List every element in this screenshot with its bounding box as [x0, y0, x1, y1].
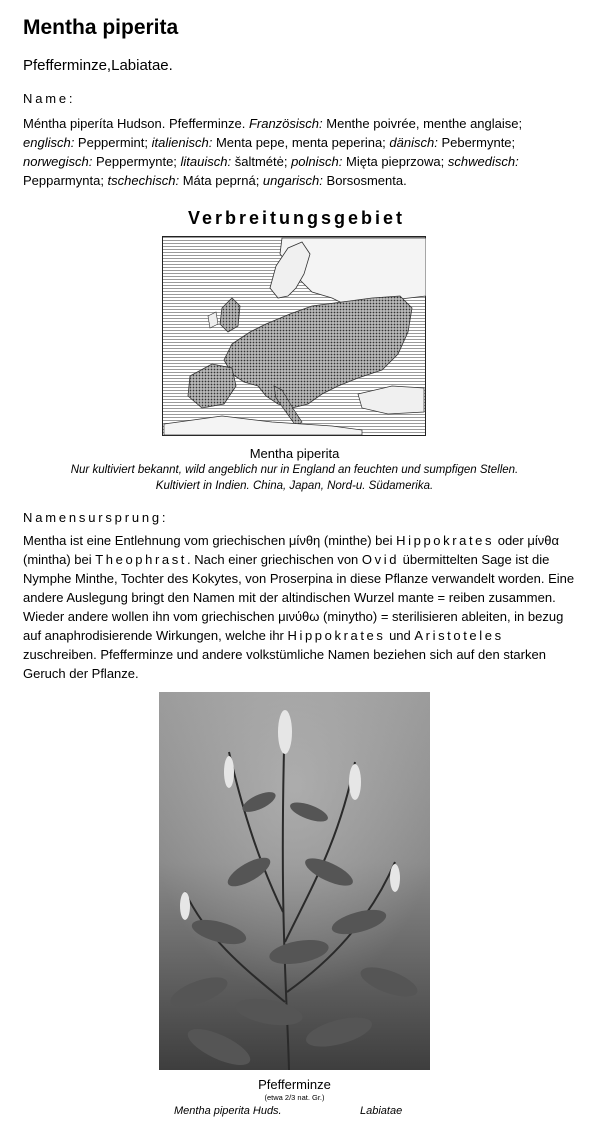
name-text-part: Peppermynte;	[92, 154, 181, 169]
name-text-part: litauisch:	[180, 154, 232, 169]
page-title: Mentha piperita	[23, 16, 179, 39]
map-caption-title: Mentha piperita	[249, 446, 340, 461]
map-caption-line-1: Nur kultiviert bekannt, wild angeblich nur in England an feuchten und sumpfigen Stellen.	[70, 464, 519, 476]
origin-text-part: und	[385, 628, 415, 643]
name-text-part: ungarisch:	[262, 173, 323, 188]
origin-text-part: Theophrast	[95, 552, 188, 567]
name-text-part: Pebermynte;	[437, 135, 516, 150]
name-text-part: norwegisch:	[23, 154, 93, 169]
name-text-part: schwedisch:	[447, 154, 519, 169]
name-text-part: dänisch:	[389, 135, 438, 150]
name-text-part: polnisch:	[291, 154, 343, 169]
name-text-part: Menta pepe, menta peperina;	[212, 135, 390, 150]
origin-text-part: Ovid	[361, 552, 400, 567]
distribution-map	[162, 236, 426, 436]
name-text-part: Menthe poivrée, menthe anglaise;	[322, 116, 523, 131]
photo-caption-scale: (etwa 2/3 nat. Gr.)	[264, 1093, 325, 1102]
name-text-part: Máta peprná;	[179, 173, 263, 188]
page-subtitle: Pfefferminze,Labiatae.	[23, 57, 173, 74]
name-text-part: šaltmétė;	[231, 154, 292, 169]
name-text-part: Méntha piperíta Hudson. Pfefferminze.	[23, 116, 249, 131]
name-text-part: Mięta pieprzowa;	[342, 154, 448, 169]
name-text-part: italienisch:	[151, 135, 213, 150]
origin-text-part: Hippokrates	[287, 628, 386, 643]
map-caption-line-2: Kultiviert in Indien. China, Japan, Nord-u. Südamerika.	[155, 480, 434, 492]
origin-text-part: Mentha ist eine Entlehnung vom griechischen μίνθη (minthe) bei	[23, 533, 397, 548]
photo-caption-latin: Mentha piperita Huds.	[174, 1105, 282, 1117]
name-text-part: Pepparmynta;	[23, 173, 108, 188]
origin-text-part: zuschreiben. Pfefferminze und andere volkstümliche Namen beziehen sich auf den starken Geruch der Pflanze.	[23, 647, 546, 681]
origin-text-part: Hippokrates	[396, 533, 495, 548]
photo-caption-family: Labiatae	[360, 1105, 403, 1117]
plant-photo	[159, 692, 430, 1070]
name-text-part: tschechisch:	[107, 173, 180, 188]
name-text-part: Französisch:	[248, 116, 323, 131]
map-caption	[0, 462, 589, 494]
name-section-label: Name:	[23, 91, 76, 106]
distribution-heading: Verbreitungsgebiet	[187, 208, 406, 228]
name-section-text	[23, 114, 575, 190]
origin-text-part: oder μίνθα (mintha) bei	[23, 533, 559, 567]
photo-caption-title: Pfefferminze	[258, 1077, 331, 1092]
origin-section-text	[23, 531, 575, 683]
name-text-part: Peppermint;	[74, 135, 152, 150]
origin-text-part: Aristoteles	[414, 628, 504, 643]
name-text-part: englisch:	[23, 135, 75, 150]
origin-section-label: Namensursprung:	[23, 510, 169, 525]
origin-text-part: übermittelten Sage ist die Nymphe Minthe, Tochter des Kokytes, von Proserpina in diese Pflanze verwandelt worden. Eine andere Auslegung bringt den Namen mit der altindischen Wurzel mante = reiben zusammen. Wieder andere wollen ihn vom griechischen μινύθω (minytho) = sterilisieren ableiten, in bezug auf anaphrodisierende Wirkungen, welche ihr	[23, 552, 575, 643]
name-text-part: Borsosmenta.	[322, 173, 407, 188]
origin-text-part: . Nach einer griechischen von	[187, 552, 362, 567]
